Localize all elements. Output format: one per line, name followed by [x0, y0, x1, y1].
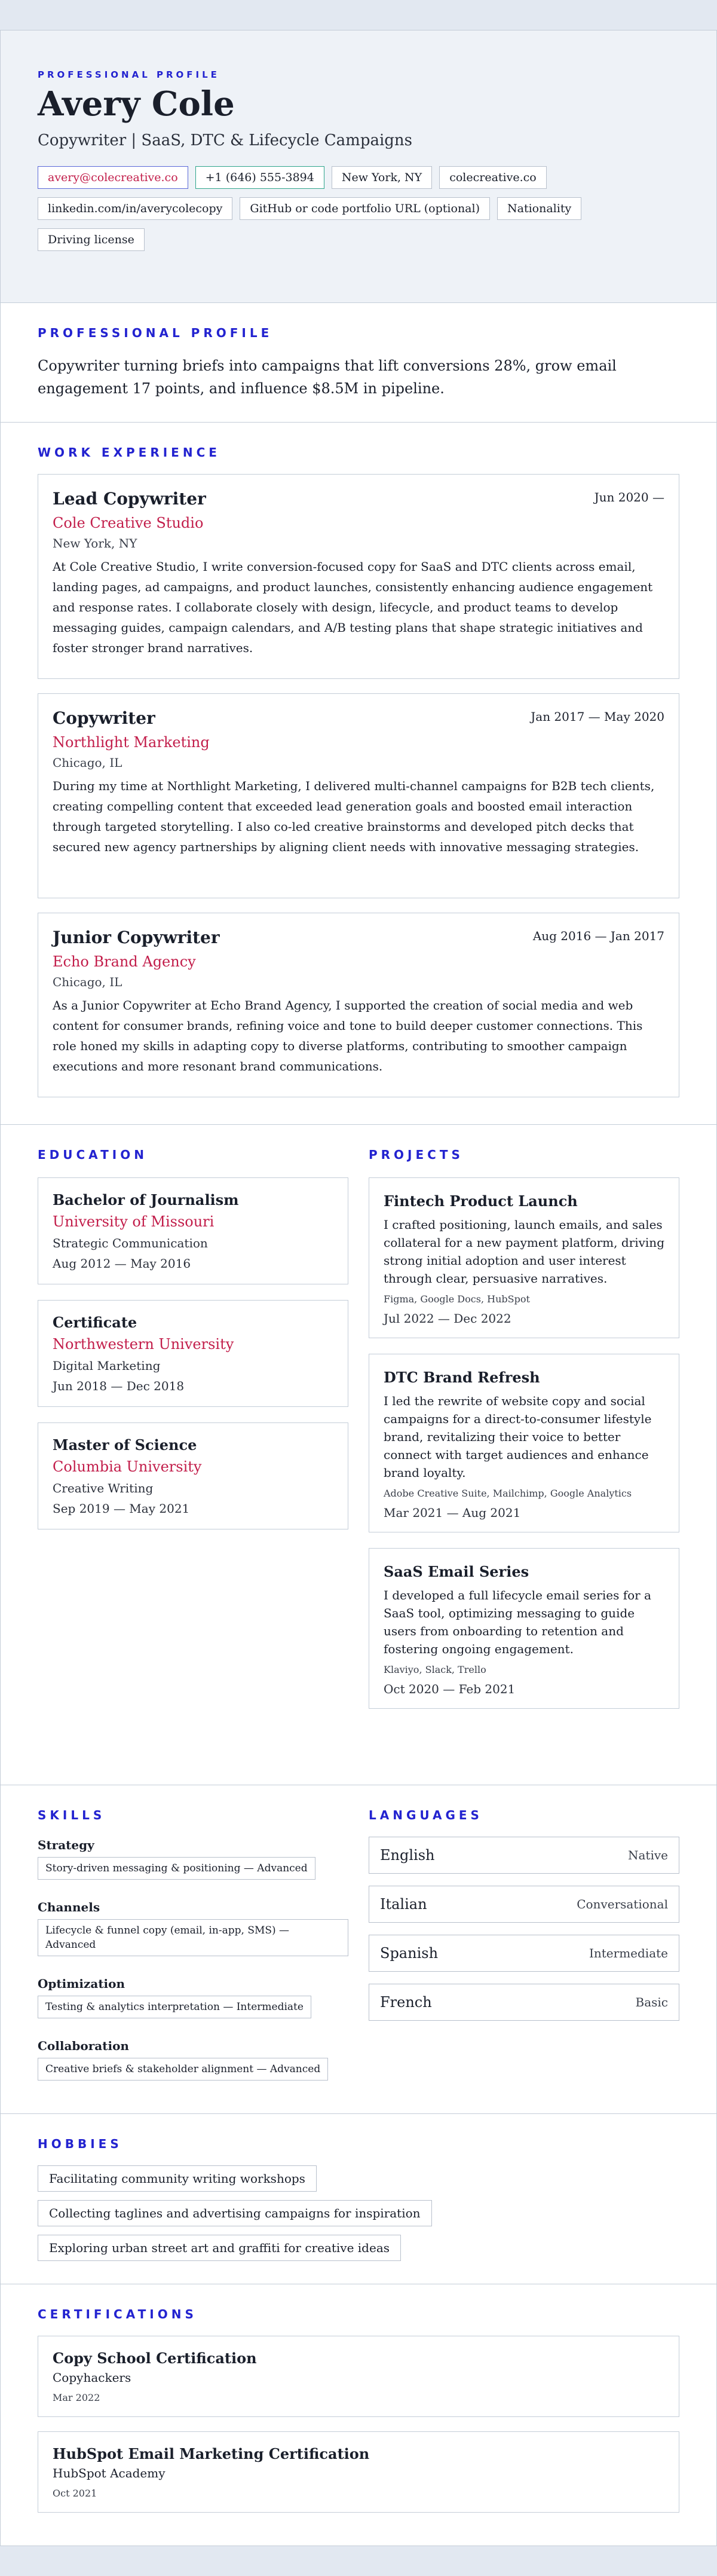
skills-languages-section: [1, 1785, 716, 2113]
linkedin-link[interactable]: linkedin.com/in/averycolecopy: [38, 197, 232, 220]
job-description: During my time at Northlight Marketing, I delivered multi-channel campaigns for B2B tech clients, creating compelling content that exceeded lead generation goals and boosted email interaction through targeted storytelling. I also co-led creative brainstorms and developed pitch decks that secured new agency partnerships by aligning client needs with innovative messaging strategies.: [53, 779, 655, 854]
hobbies-section: [1, 2113, 716, 2284]
language-name: Spanish: [380, 1945, 439, 1962]
project-tools: Adobe Creative Suite, Mailchimp, Google Analytics: [384, 1488, 632, 1499]
job-card: [38, 474, 679, 679]
job-description: As a Junior Copywriter at Echo Brand Agency, I supported the creation of social media and web content for consumer brands, refining voice and tone to build deeper customer connections. This role honed my skills in adapting copy to diverse platforms, contributing to smoother campaign executions and more resonant brand communications.: [53, 998, 643, 1073]
language-level: Conversational: [577, 1897, 668, 1911]
hobby-list: [38, 2165, 679, 2261]
job-org: Cole Creative Studio: [53, 515, 204, 531]
cert-date: Mar 2022: [53, 2392, 100, 2403]
job-dates: Aug 2016 — Jan 2017: [532, 929, 664, 943]
section-title: HOBBIES: [38, 2137, 122, 2151]
project-dates: Jul 2022 — Dec 2022: [384, 1311, 511, 1326]
project-name: Fintech Product Launch: [384, 1192, 578, 1210]
project-card: [369, 1354, 679, 1532]
skill-chip: Story-driven messaging & positioning — Advanced: [38, 1857, 315, 1880]
candidate-name: Avery Cole: [38, 84, 235, 124]
project-tools: Klaviyo, Slack, Trello: [384, 1664, 486, 1675]
projects-column: [369, 1148, 679, 1785]
language-level: Basic: [635, 1995, 668, 2009]
job-description: At Cole Creative Studio, I write conversion-focused copy for SaaS and DTC clients across email, landing pages, ad campaigns, and product launches, consistently enhancing audience engagement and response rates. I collaborate closely with design, lifecycle, and product teams to develop messaging guides, campaign calendars, and A/B testing plans that shape strategic initiatives and foster stronger brand narratives.: [53, 559, 653, 655]
section-title: LANGUAGES: [369, 1808, 483, 1822]
job-card: [38, 693, 679, 898]
edu-school: Columbia University: [53, 1458, 202, 1475]
header-eyebrow: PROFESSIONAL PROFILE: [38, 69, 220, 80]
project-name: DTC Brand Refresh: [384, 1369, 540, 1386]
language-row: [369, 1837, 679, 1874]
phone-link[interactable]: +1 (646) 555-3894: [195, 166, 324, 189]
nationality-chip: Nationality: [497, 197, 581, 220]
language-row: [369, 1984, 679, 2021]
section-title: CERTIFICATIONS: [38, 2307, 197, 2321]
location-chip: New York, NY: [332, 166, 432, 189]
section-title: EDUCATION: [38, 1148, 148, 1162]
cert-name: Copy School Certification: [53, 2349, 257, 2367]
certification-card: [38, 2431, 679, 2513]
candidate-tagline: Copywriter | SaaS, DTC & Lifecycle Campaigns: [38, 131, 413, 149]
skill-chip: Testing & analytics interpretation — Intermediate: [38, 1996, 311, 2018]
job-location: Chicago, IL: [53, 755, 122, 770]
job-org: Echo Brand Agency: [53, 953, 196, 970]
certification-card: [38, 2336, 679, 2417]
hobby-chip: Exploring urban street art and graffiti for creative ideas: [38, 2235, 401, 2261]
cert-date: Oct 2021: [53, 2488, 97, 2499]
resume-page: [0, 30, 717, 2546]
job-location: New York, NY: [53, 536, 137, 550]
cert-issuer: Copyhackers: [53, 2370, 131, 2385]
hobby-chip: Facilitating community writing workshops: [38, 2165, 317, 2192]
skill-category: Collaboration: [38, 2039, 129, 2053]
edu-field: Strategic Communication: [53, 1236, 208, 1250]
profile-section: [1, 302, 716, 422]
language-name: French: [380, 1994, 432, 2011]
language-name: English: [380, 1847, 435, 1864]
edu-school: University of Missouri: [53, 1213, 215, 1230]
education-card: [38, 1422, 348, 1529]
project-description: I developed a full lifecycle email series for a SaaS tool, optimizing messaging to guide users from onboarding to retention and fostering ongoing engagement.: [384, 1588, 651, 1656]
edu-degree: Master of Science: [53, 1436, 197, 1454]
cert-name: HubSpot Email Marketing Certification: [53, 2445, 370, 2462]
project-name: SaaS Email Series: [384, 1563, 529, 1580]
website-link[interactable]: colecreative.co: [439, 166, 547, 189]
language-row: [369, 1886, 679, 1923]
language-row: [369, 1935, 679, 1972]
language-level: Native: [628, 1848, 668, 1862]
skills-column: [38, 1808, 348, 2113]
education-card: [38, 1300, 348, 1407]
driving-license-chip: Driving license: [38, 228, 145, 251]
section-title: SKILLS: [38, 1808, 106, 1822]
job-dates: Jun 2020 —: [594, 490, 664, 504]
education-column: [38, 1148, 348, 1785]
edu-field: Digital Marketing: [53, 1359, 161, 1373]
language-name: Italian: [380, 1896, 427, 1913]
project-description: I led the rewrite of website copy and social campaigns for a direct-to-consumer lifestyle brand, revitalizing their voice to better connect with target audiences and enhance brand loyalty.: [384, 1394, 652, 1480]
certifications-section: [1, 2284, 716, 2547]
section-title: PROFESSIONAL PROFILE: [38, 326, 273, 340]
education-projects-section: [1, 1124, 716, 1785]
experience-section: [1, 422, 716, 1124]
email-link[interactable]: avery@colecreative.co: [38, 166, 188, 189]
edu-field: Creative Writing: [53, 1481, 154, 1495]
job-dates: Jan 2017 — May 2020: [531, 709, 664, 724]
language-level: Intermediate: [589, 1946, 668, 1960]
hobby-chip: Collecting taglines and advertising campaigns for inspiration: [38, 2200, 432, 2226]
resume-header: [1, 30, 716, 302]
project-dates: Mar 2021 — Aug 2021: [384, 1506, 521, 1520]
job-role: Copywriter: [53, 708, 155, 728]
edu-school: Northwestern University: [53, 1336, 234, 1353]
profile-summary: Copywriter turning briefs into campaigns that lift conversions 28%, grow email engagement 17 points, and influence $8.5M in pipeline.: [38, 357, 617, 397]
skill-category: Optimization: [38, 1977, 125, 1991]
job-role: Junior Copywriter: [53, 928, 220, 947]
skill-chip: Creative briefs & stakeholder alignment — Advanced: [38, 2058, 328, 2081]
skill-category: Strategy: [38, 1838, 94, 1852]
languages-column: [369, 1808, 679, 2113]
edu-dates: Jun 2018 — Dec 2018: [53, 1379, 185, 1393]
job-org: Northlight Marketing: [53, 734, 210, 751]
portfolio-link[interactable]: GitHub or code portfolio URL (optional): [240, 197, 490, 220]
contact-chips: [38, 166, 671, 251]
edu-degree: Bachelor of Journalism: [53, 1191, 239, 1209]
project-card: [369, 1548, 679, 1709]
job-location: Chicago, IL: [53, 975, 122, 989]
project-tools: Figma, Google Docs, HubSpot: [384, 1293, 530, 1305]
skill-chip: Lifecycle & funnel copy (email, in-app, SMS) — Advanced: [38, 1919, 348, 1956]
project-dates: Oct 2020 — Feb 2021: [384, 1682, 516, 1696]
cert-issuer: HubSpot Academy: [53, 2466, 166, 2480]
job-card: [38, 913, 679, 1097]
education-card: [38, 1177, 348, 1284]
job-role: Lead Copywriter: [53, 489, 206, 509]
edu-dates: Sep 2019 — May 2021: [53, 1501, 190, 1516]
edu-degree: Certificate: [53, 1314, 137, 1331]
edu-dates: Aug 2012 — May 2016: [53, 1256, 191, 1271]
project-card: [369, 1177, 679, 1338]
section-title: WORK EXPERIENCE: [38, 445, 220, 460]
section-title: PROJECTS: [369, 1148, 464, 1162]
skill-category: Channels: [38, 1900, 100, 1914]
project-description: I crafted positioning, launch emails, and sales collateral for a new payment platform, driving strong initial adoption and user interest through clear, persuasive narratives.: [384, 1217, 664, 1286]
